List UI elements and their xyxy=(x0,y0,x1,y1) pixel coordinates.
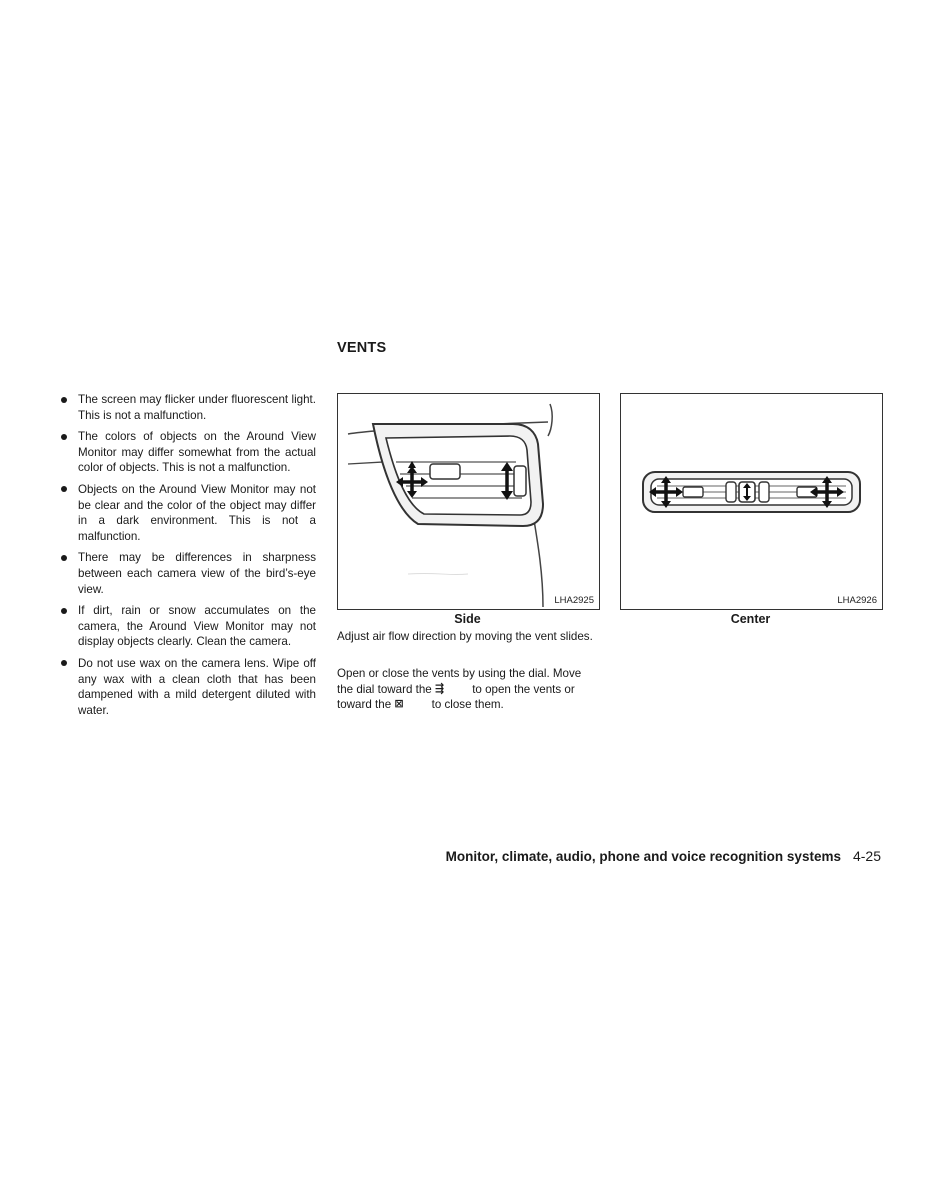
figure-caption: Center xyxy=(730,612,771,626)
center-vent-illustration xyxy=(621,394,882,609)
list-item xyxy=(60,603,316,650)
center-vent-figure xyxy=(620,393,883,610)
body-paragraph xyxy=(337,666,599,713)
list-item xyxy=(60,392,316,423)
page-footer xyxy=(446,848,881,864)
side-vent-illustration xyxy=(338,394,599,609)
bullet-text: Objects on the Around View Monitor may not be clear and the color of the object may differ in a dark environment. This is not a malfunction. xyxy=(78,482,316,543)
bullet-text: If dirt, rain or snow accumulates on the camera, the Around View Monitor may not display objects clearly. Clean the camera. xyxy=(78,604,316,649)
bullet-dot xyxy=(61,397,67,403)
bullet-dot xyxy=(61,660,67,666)
bullet-text: The screen may flicker under fluorescent light. This is not a malfunction. xyxy=(78,393,316,422)
figure-caption: Side xyxy=(454,612,481,626)
bullet-text: The colors of objects on the Around View Monitor may differ somewhat from the actual color of objects. This is not a malfunction. xyxy=(78,430,316,475)
section-title: VENTS xyxy=(337,340,387,356)
body-text: to close them. xyxy=(431,698,504,712)
list-item xyxy=(60,429,316,476)
body-text: to open the vents or toward the xyxy=(337,682,575,712)
list-item xyxy=(60,656,316,718)
bullet-dot xyxy=(61,434,67,440)
side-vent-figure xyxy=(337,393,600,610)
body-paragraph: Adjust air flow direction by moving the vent slides. xyxy=(337,630,593,643)
bullet-dot xyxy=(61,486,67,492)
bullet-dot xyxy=(61,608,67,614)
page-number: 4-25 xyxy=(852,848,881,864)
open-vent-icon: ⇶ xyxy=(434,682,445,695)
bullet-dot xyxy=(61,555,67,561)
figure-code: LHA2925 xyxy=(554,595,594,606)
bullet-text: There may be differences in sharpness between each camera view of the bird’s-eye view. xyxy=(78,551,316,596)
body-text: Open or close the vents by using the dial. Move the dial toward the xyxy=(337,667,582,696)
list-item xyxy=(60,482,316,544)
bullet-list xyxy=(60,392,316,724)
chapter-title: Monitor, climate, audio, phone and voice recognition systems xyxy=(445,849,841,864)
list-item xyxy=(60,550,316,597)
figure-code: LHA2926 xyxy=(837,595,877,606)
close-vent-icon: ⊠ xyxy=(394,698,404,711)
bullet-text: Do not use wax on the camera lens. Wipe off any wax with a clean cloth that has been dampened with a mild detergent diluted with water. xyxy=(78,656,316,717)
